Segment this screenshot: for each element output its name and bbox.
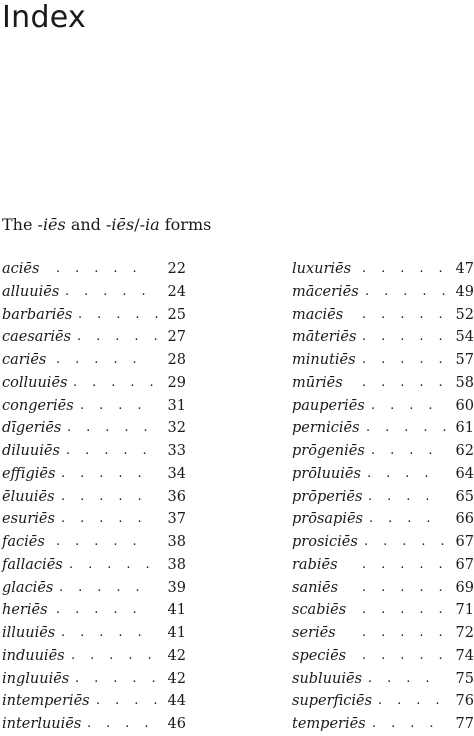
- index-entry: [292, 713, 474, 736]
- dot-leader: . . . . .: [362, 329, 444, 345]
- dot-leader: . . . . .: [362, 602, 444, 618]
- index-entry: [2, 395, 186, 418]
- index-term: dīgeriēs: [2, 420, 62, 437]
- index-entry: [292, 622, 474, 645]
- dot-leader: . . . . .: [362, 579, 444, 595]
- index-entry: [2, 577, 186, 600]
- index-entry: [292, 372, 474, 395]
- index-term: saniēs: [292, 579, 339, 596]
- index-entry: [2, 258, 186, 281]
- page-number: 57: [455, 352, 474, 368]
- index-entry: [2, 599, 186, 622]
- dot-leader: . . . . .: [71, 647, 153, 663]
- page-number: 24: [167, 283, 186, 300]
- index-term: induuiēs: [2, 647, 65, 664]
- index-term: prōsapiēs: [292, 511, 363, 528]
- dot-leader: . . . . .: [75, 670, 157, 686]
- index-term: subluuiēs: [292, 670, 363, 687]
- page-number: 36: [167, 488, 186, 505]
- index-term: perniciēs: [292, 420, 360, 437]
- index-term: alluuiēs: [2, 283, 60, 300]
- page-number: 72: [455, 625, 474, 641]
- page-number: 60: [455, 397, 474, 414]
- page-number: 41: [167, 625, 186, 641]
- index-entry: [292, 258, 474, 281]
- index-term: heriēs: [2, 602, 48, 619]
- dot-leader: . . . . .: [362, 261, 444, 276]
- index-entry: [2, 281, 186, 304]
- page-number: 65: [455, 488, 474, 505]
- index-entry: [2, 326, 186, 349]
- page-number: 34: [167, 465, 186, 482]
- dot-leader: . . . .: [378, 693, 441, 709]
- index-term: pauperiēs: [292, 397, 365, 414]
- index-term: prōluuiēs: [292, 465, 361, 482]
- index-entry: [292, 440, 474, 463]
- page-number: 75: [455, 670, 474, 687]
- dot-leader: . . . . .: [66, 443, 148, 458]
- index-entry: [2, 463, 186, 486]
- index-term: seriēs: [292, 625, 336, 641]
- index-term: illuuiēs: [2, 625, 56, 641]
- dot-leader: . . . . .: [362, 556, 444, 572]
- index-term: mūriēs: [292, 374, 343, 391]
- section-heading-form-2: -iēs: [106, 215, 135, 234]
- section-heading: [2, 214, 211, 236]
- dot-leader: . . . . .: [78, 306, 160, 322]
- index-entry: [292, 577, 474, 600]
- page-number: 58: [455, 374, 474, 391]
- index-entry: [2, 440, 186, 463]
- page-number: 62: [455, 443, 474, 459]
- dot-leader: . . . . .: [365, 283, 447, 299]
- index-term: maciēs: [292, 306, 344, 323]
- page-number: 69: [455, 579, 474, 596]
- page-number: 44: [167, 693, 186, 710]
- dot-leader: . . . .: [369, 511, 432, 527]
- dot-leader: . . . . .: [77, 329, 159, 345]
- index-entry: [2, 349, 186, 372]
- dot-leader: . . . .: [371, 443, 434, 458]
- dot-leader: . . . .: [368, 670, 431, 686]
- index-term: glaciēs: [2, 579, 54, 596]
- index-entry: [2, 417, 186, 440]
- index-column-left: [2, 258, 186, 736]
- index-entry: [2, 508, 186, 531]
- index-term: prosiciēs: [292, 534, 358, 550]
- dot-leader: . . . . .: [366, 420, 448, 436]
- index-column-right: [292, 258, 474, 736]
- index-term: faciēs: [2, 534, 45, 550]
- page-number: 41: [167, 602, 186, 619]
- section-heading-mid: and: [65, 215, 106, 234]
- dot-leader: . . . . .: [61, 625, 143, 640]
- index-term: scabiēs: [292, 602, 347, 619]
- page-number: 27: [167, 329, 186, 346]
- index-entry: [2, 304, 186, 327]
- index-entry: [2, 486, 186, 509]
- page-number: 22: [167, 261, 186, 277]
- page-number: 37: [167, 511, 186, 528]
- dot-leader: . . . . .: [56, 352, 138, 367]
- section-heading-suffix: forms: [159, 215, 212, 234]
- index-term: speciēs: [292, 647, 347, 664]
- dot-leader: . . . . .: [362, 625, 444, 640]
- index-term: aciēs: [2, 261, 40, 277]
- index-entry: [292, 508, 474, 531]
- index-term: interluuiēs: [2, 716, 82, 732]
- index-entry: [292, 463, 474, 486]
- page-number: 25: [167, 306, 186, 323]
- index-entry: [2, 372, 186, 395]
- section-heading-prefix: The: [2, 215, 38, 234]
- dot-leader: . . . . .: [61, 511, 143, 527]
- index-entry: [292, 417, 474, 440]
- dot-leader: . . . . .: [364, 534, 446, 549]
- page-number: 74: [455, 647, 474, 664]
- dot-leader: . . . .: [96, 693, 159, 709]
- index-entry: [2, 668, 186, 691]
- index-term: congeriēs: [2, 397, 74, 414]
- index-entry: [2, 713, 186, 736]
- index-entry: [292, 326, 474, 349]
- dot-leader: . . . . .: [56, 602, 138, 618]
- dot-leader: . . . . .: [73, 374, 155, 390]
- page-number: 61: [455, 420, 474, 437]
- index-term: effigiēs: [2, 465, 56, 482]
- page-number: 49: [455, 283, 474, 300]
- page-number: 47: [455, 261, 474, 277]
- index-term: esuriēs: [2, 511, 55, 528]
- dot-leader: . . . . .: [362, 352, 444, 367]
- index-entry: [292, 599, 474, 622]
- dot-leader: . . . . .: [362, 306, 444, 322]
- page-number: 77: [455, 716, 474, 732]
- page-number: 64: [455, 465, 474, 482]
- index-term: superficiēs: [292, 693, 373, 710]
- index-entry: [292, 554, 474, 577]
- dot-leader: . . . .: [80, 397, 143, 413]
- page-number: 32: [167, 420, 186, 437]
- index-term: minutiēs: [292, 352, 356, 368]
- index-entry: [292, 531, 474, 554]
- index-term: temperiēs: [292, 716, 366, 732]
- section-heading-form-3: -ia: [139, 215, 160, 234]
- page-number: 31: [167, 397, 186, 414]
- index-entry: [2, 622, 186, 645]
- page-number: 67: [455, 534, 474, 550]
- dot-leader: . . . . .: [362, 647, 444, 663]
- index-entry: [292, 304, 474, 327]
- index-term: barbariēs: [2, 306, 73, 323]
- index-term: fallaciēs: [2, 556, 63, 573]
- dot-leader: . . . . .: [65, 283, 147, 299]
- index-entry: [292, 395, 474, 418]
- section-heading-form-1: -iēs: [37, 215, 66, 234]
- page-title: Index: [2, 0, 87, 35]
- index-entry: [292, 486, 474, 509]
- section-heading-slash: /: [134, 215, 140, 234]
- page-number: 42: [167, 647, 186, 664]
- index-entry: [2, 690, 186, 713]
- index-term: māceriēs: [292, 283, 359, 300]
- dot-leader: . . . .: [367, 465, 430, 481]
- dot-leader: . . . . .: [61, 488, 143, 504]
- page-number: 52: [455, 306, 474, 323]
- page-number: 71: [455, 602, 474, 619]
- index-term: cariēs: [2, 352, 47, 368]
- dot-leader: . . . . .: [59, 579, 141, 595]
- dot-leader: . . . . .: [56, 534, 138, 549]
- index-entry: [292, 645, 474, 668]
- index-term: caesariēs: [2, 329, 72, 346]
- dot-leader: . . . . .: [67, 420, 149, 436]
- page-number: 66: [455, 511, 474, 528]
- index-term: luxuriēs: [292, 261, 352, 277]
- dot-leader: . . . .: [372, 716, 435, 731]
- page-number: 38: [167, 556, 186, 573]
- index-term: rabiēs: [292, 556, 338, 573]
- index-entry: [292, 690, 474, 713]
- page-number: 54: [455, 329, 474, 346]
- page-number: 38: [167, 534, 186, 550]
- index-term: prōgeniēs: [292, 443, 365, 459]
- index-term: ingluuiēs: [2, 670, 70, 687]
- page-number: 76: [455, 693, 474, 710]
- index-term: colluuiēs: [2, 374, 68, 391]
- dot-leader: . . . .: [368, 488, 431, 504]
- index-term: māteriēs: [292, 329, 357, 346]
- page-number: 39: [167, 579, 186, 596]
- dot-leader: . . . . .: [362, 374, 444, 390]
- page-number: 46: [167, 716, 186, 732]
- dot-leader: . . . .: [371, 397, 434, 413]
- dot-leader: . . . . .: [69, 556, 151, 572]
- index-term: diluuiēs: [2, 443, 60, 459]
- dot-leader: . . . . .: [56, 261, 138, 276]
- dot-leader: . . . . .: [61, 465, 143, 481]
- index-entry: [292, 349, 474, 372]
- index-entry: [2, 554, 186, 577]
- index-term: ēluuiēs: [2, 488, 55, 505]
- page-number: 67: [455, 556, 474, 573]
- index-term: prōperiēs: [292, 488, 363, 505]
- dot-leader: . . . .: [87, 716, 150, 731]
- page-number: 42: [167, 670, 186, 687]
- index-term: intemperiēs: [2, 693, 90, 710]
- page-number: 29: [167, 374, 186, 391]
- page-number: 33: [167, 443, 186, 459]
- index-entry: [292, 281, 474, 304]
- page-number: 28: [167, 352, 186, 368]
- index-entry: [2, 645, 186, 668]
- index-entry: [292, 668, 474, 691]
- index-entry: [2, 531, 186, 554]
